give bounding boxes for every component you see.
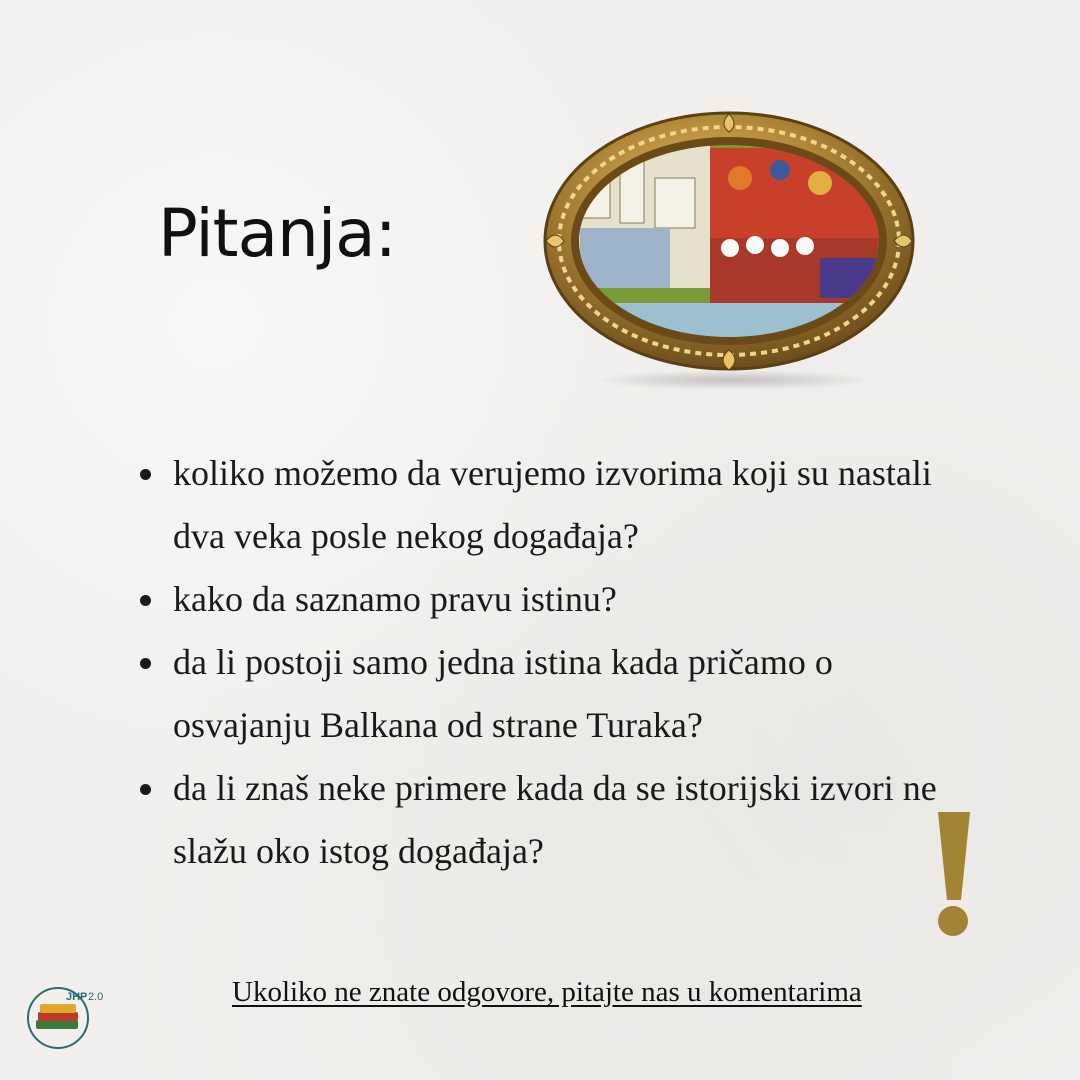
page-title: Pitanja: — [158, 195, 396, 272]
bullet-icon — [140, 658, 151, 669]
logo-label: JHP — [66, 991, 88, 1003]
list-item — [140, 757, 970, 883]
questions-list — [140, 442, 970, 883]
exclamation-icon — [934, 812, 974, 936]
bullet-icon — [140, 784, 151, 795]
framed-painting — [540, 108, 918, 398]
bullet-icon — [140, 469, 151, 480]
question-text: da li postoji samo jedna istina kada pričamo o osvajanju Balkana od strane Turaka? — [173, 642, 833, 745]
logo-version: 2.0 — [88, 991, 104, 1003]
list-item — [140, 631, 970, 757]
comments-link[interactable]: Ukoliko ne znate odgovore, pitajte nas u komentarima — [232, 976, 862, 1008]
question-text: koliko možemo da verujemo izvorima koji su nastali dva veka posle nekog događaja? — [173, 453, 932, 556]
jhp-logo — [22, 982, 114, 1052]
list-item — [140, 568, 970, 631]
question-text: kako da saznamo pravu istinu? — [173, 579, 617, 619]
list-item — [140, 442, 970, 568]
bullet-icon — [140, 595, 151, 606]
question-text: da li znaš neke primere kada da se istorijski izvori ne slažu oko istog događaja? — [173, 768, 937, 871]
